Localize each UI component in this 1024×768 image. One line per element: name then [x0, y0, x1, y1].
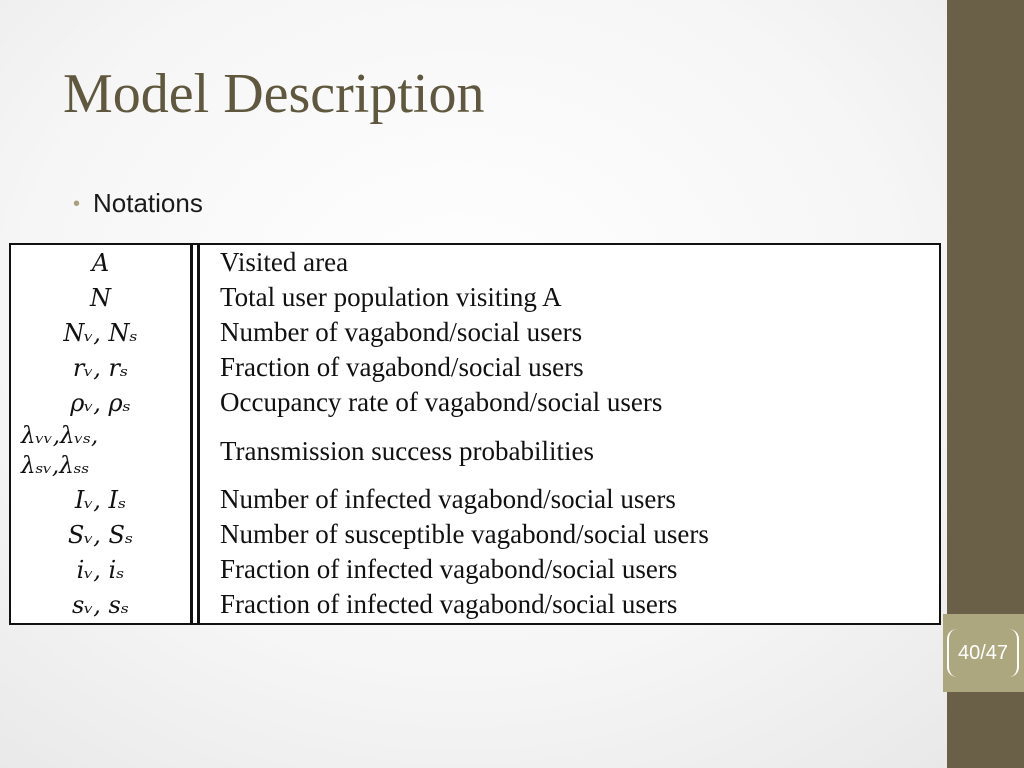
notation-description: Total user population visiting A — [220, 282, 562, 312]
bullet-text: Notations — [93, 188, 203, 218]
bullet-dot-icon: • — [73, 192, 81, 215]
notation-symbol: iᵥ, iₛ — [76, 555, 125, 584]
notation-symbol: A — [91, 248, 110, 277]
notation-description: Fraction of infected vagabond/social users — [220, 554, 678, 584]
notation-description: Number of susceptible vagabond/social users — [220, 519, 709, 549]
notation-symbol-line: λₛᵥ,λₛₛ — [21, 453, 90, 479]
table-row — [11, 245, 939, 280]
notation-symbol-multiline — [21, 421, 186, 481]
notation-symbol: rᵥ, rₛ — [72, 353, 129, 382]
notation-symbol: Sᵥ, Sₛ — [67, 520, 134, 549]
table-row — [11, 587, 939, 622]
table-row — [11, 315, 939, 350]
notation-table — [9, 243, 941, 625]
table-row — [11, 552, 939, 587]
table-row — [11, 350, 939, 385]
notation-symbol: N — [90, 283, 111, 312]
notation-symbol: sᵥ, sₛ — [72, 590, 129, 619]
notation-description: Visited area — [220, 247, 349, 277]
slide-number-label: 40/47 — [947, 629, 1019, 677]
notation-symbol: Iᵥ, Iₛ — [74, 485, 127, 514]
table-row — [11, 385, 939, 420]
table-row — [11, 280, 939, 315]
notation-description: Number of vagabond/social users — [220, 317, 583, 347]
table-row — [11, 420, 939, 482]
notation-symbol: ρᵥ, ρₛ — [70, 388, 131, 417]
notation-description: Fraction of vagabond/social users — [220, 352, 584, 382]
table-row — [11, 482, 939, 517]
slide-number-badge — [943, 614, 1024, 692]
notation-symbol-line: λᵥᵥ,λᵥₛ, — [21, 423, 99, 449]
notation-description: Occupancy rate of vagabond/social users — [220, 387, 663, 417]
table-row — [11, 517, 939, 552]
notation-description: Fraction of infected vagabond/social users — [220, 589, 678, 619]
slide-title: Model Description — [63, 63, 485, 125]
notation-description: Number of infected vagabond/social users — [220, 484, 676, 514]
notation-symbol: Nᵥ, Nₛ — [63, 318, 138, 347]
bullet-item — [73, 188, 203, 219]
notation-description: Transmission success probabilities — [220, 435, 594, 466]
